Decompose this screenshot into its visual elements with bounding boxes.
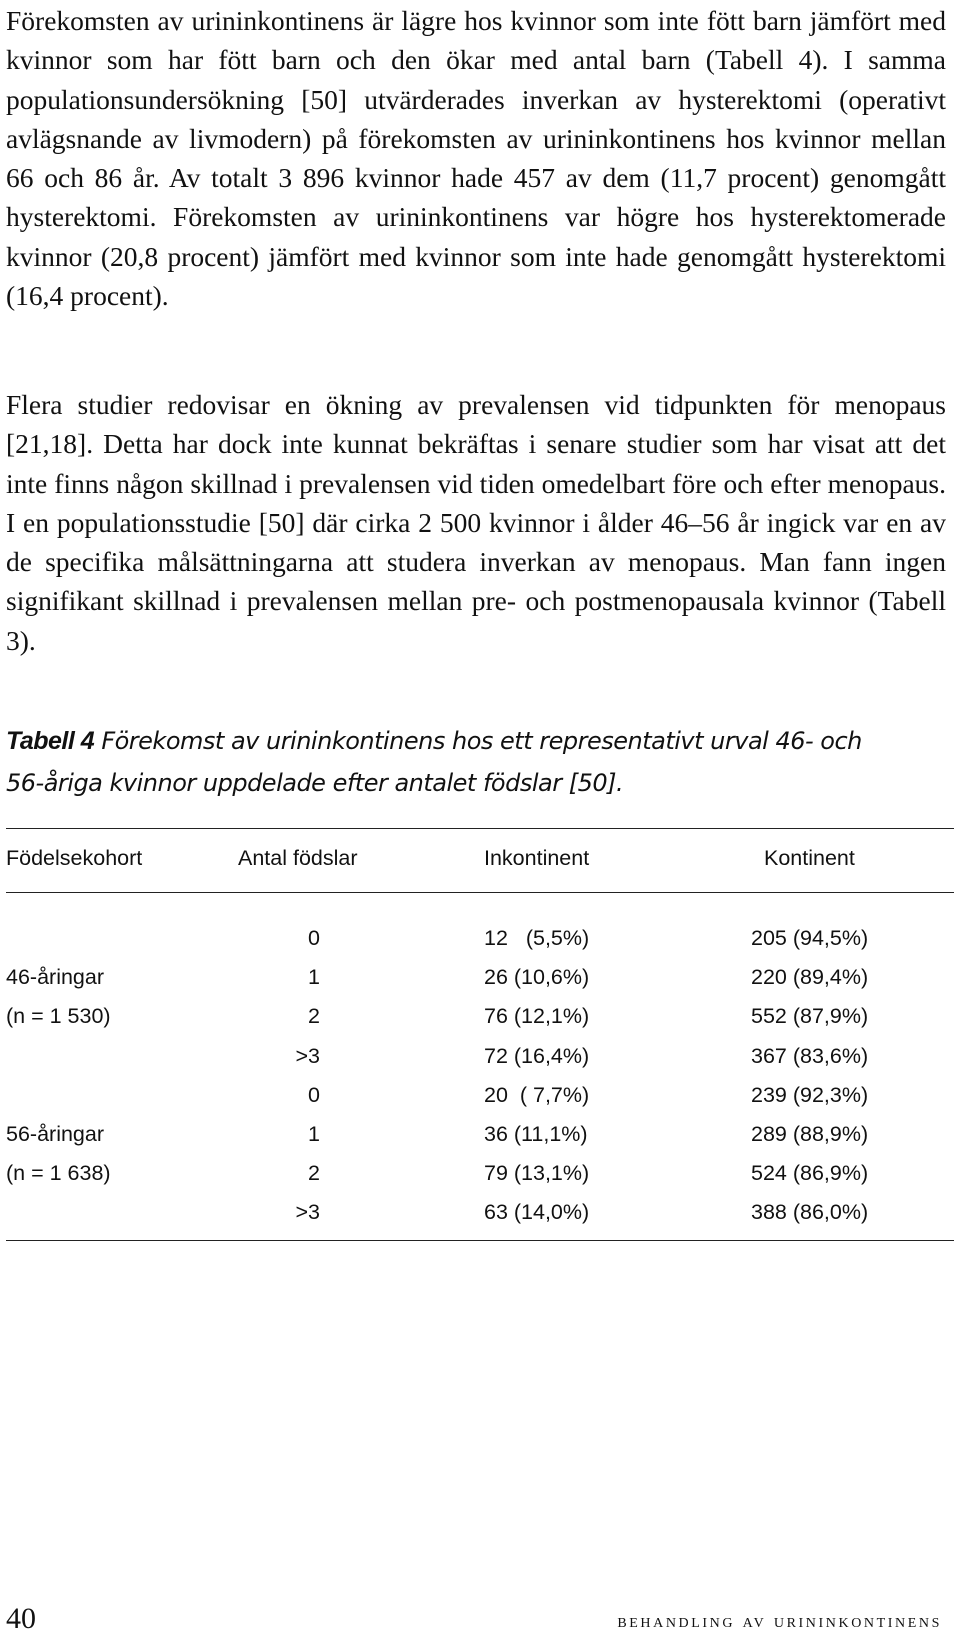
cell-continent: 239 (92,3%) [751, 1083, 869, 1107]
cell-continent: 552 (87,9%) [751, 1004, 869, 1028]
cell-cohort: 56-åringar [6, 1122, 104, 1146]
cell-births: 0 [308, 926, 320, 950]
cell-cohort: 46-åringar [6, 965, 104, 989]
table-rule-header [6, 892, 954, 893]
cell-incontinent: 63 (14,0%) [484, 1200, 590, 1224]
cell-births: 1 [308, 965, 320, 989]
table-caption-text: Förekomst av urininkontinens hos ett representativt urval 46- och 56-åriga kvinnor uppdelade efter antalet födslar [50]. [6, 727, 862, 797]
header-continent: Kontinent [764, 846, 855, 870]
cell-continent: 220 (89,4%) [751, 965, 869, 989]
table-rule-top [6, 828, 954, 829]
cell-continent: 205 (94,5%) [751, 926, 869, 950]
cell-continent: 367 (83,6%) [751, 1044, 869, 1068]
cell-incontinent: 79 (13,1%) [484, 1161, 590, 1185]
body-paragraph-1: Förekomsten av urininkontinens är lägre hos kvinnor som inte fött barn jämfört med kvinnor som har fött barn och den ökar med antal barn (Tabell 4). I samma populationsundersökning [50] utvärderades inverkan av hysterektomi (operativt avlägsnande av livmodern) på förekomsten av urininkontinens hos kvinnor mellan 66 och 86 år. Av totalt 3 896 kvinnor hade 457 av dem (11,7 procent) genomgått hysterektomi. Förekomsten av urininkontinens var högre hos hysterektomerade kvinnor (20,8 procent) jämfört med kvinnor som inte hade genomgått hysterektomi (16,4 procent). [6, 5, 946, 312]
cell-births: >3 [295, 1044, 320, 1068]
cell-births: 0 [308, 1083, 320, 1107]
cell-continent: 524 (86,9%) [751, 1161, 869, 1185]
cell-cohort: (n = 1 638) [6, 1161, 111, 1185]
table-rule-bottom [6, 1240, 954, 1241]
cell-incontinent: 72 (16,4%) [484, 1044, 590, 1068]
header-incontinent: Inkontinent [484, 846, 590, 870]
running-header: behandling av urininkontinens [617, 1610, 942, 1632]
cell-continent: 388 (86,0%) [751, 1200, 869, 1224]
page-number: 40 [6, 1602, 36, 1635]
cell-births: 2 [308, 1004, 320, 1028]
header-births: Antal födslar [238, 846, 358, 870]
cell-incontinent: 36 (11,1%) [484, 1122, 588, 1146]
cell-births: 2 [308, 1161, 320, 1185]
table-label: Tabell 4 [6, 727, 95, 755]
cell-incontinent: 12 (5,5%) [484, 926, 590, 950]
body-paragraph-2: Flera studier redovisar en ökning av prevalensen vid tidpunkten för menopaus [21,18]. Detta har dock inte kunnat bekräftas i senare studier som har visat att det inte finns någon skillnad i prevalensen vid tiden omedelbart före och efter menopaus. I en populationsstudie [50] där cirka 2 500 kvinnor i ålder 46–56 år ingick var en av de specifika målsättningarna att studera inverkan av menopaus. Man fann ingen signifikant skillnad i prevalensen mellan pre- och postmenopausala kvinnor (Tabell 3). [6, 389, 946, 656]
cell-births: 1 [308, 1122, 320, 1146]
header-cohort: Födelsekohort [6, 846, 143, 870]
cell-continent: 289 (88,9%) [751, 1122, 869, 1146]
cell-cohort: (n = 1 530) [6, 1004, 111, 1028]
cell-incontinent: 20 ( 7,7%) [484, 1083, 590, 1107]
table-caption [6, 720, 906, 804]
cell-births: >3 [295, 1200, 320, 1224]
cell-incontinent: 76 (12,1%) [484, 1004, 590, 1028]
cell-incontinent: 26 (10,6%) [484, 965, 590, 989]
